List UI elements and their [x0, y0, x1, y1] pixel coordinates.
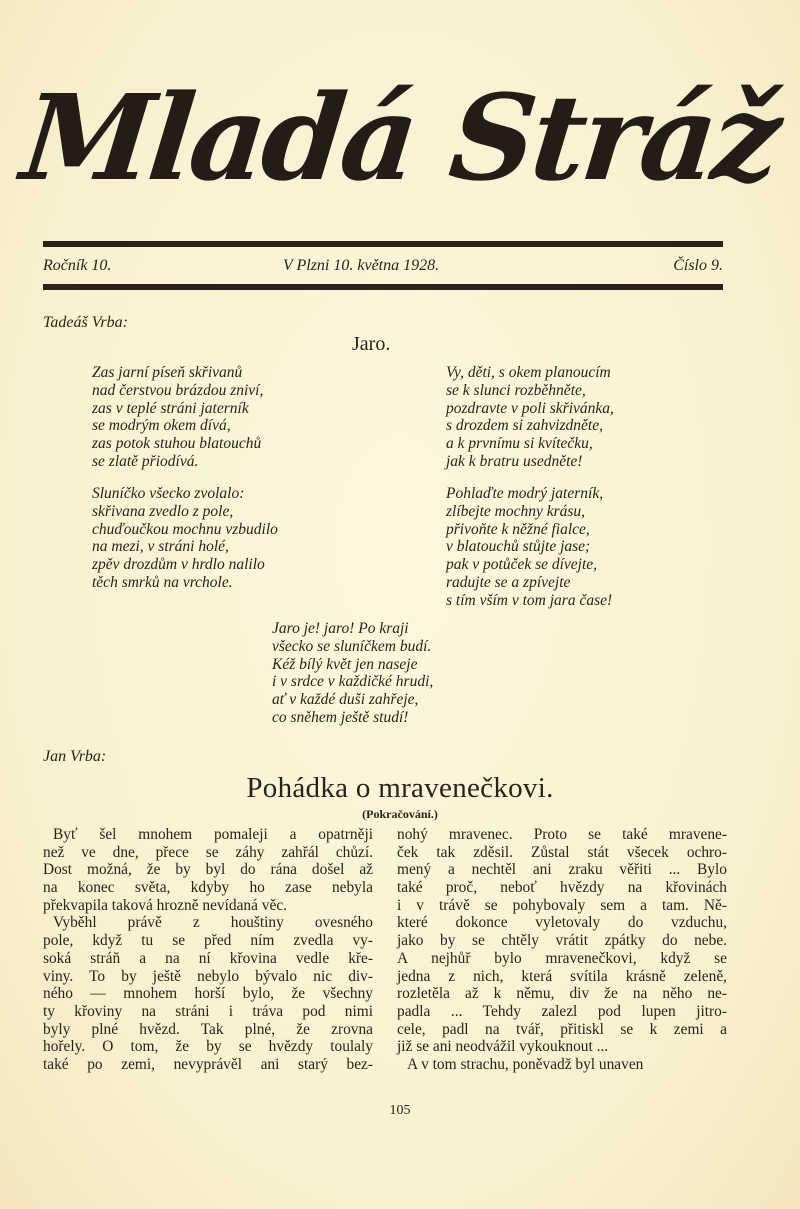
poem-line: s drozdem si zahvizdněte, [446, 417, 603, 435]
story-line: cele, padl na tvář, přitiskl se k zemi a [397, 1020, 727, 1038]
poem-line: a k prvnímu si kvítečku, [446, 435, 593, 453]
poem-line: nad čerstvou brázdou zniví, [92, 381, 264, 399]
story-line: pole, když tu se před ním zvedla vy- [43, 932, 373, 950]
poem-stanza-3 [446, 364, 614, 471]
poem-line: pozdravte v poli skřivánka, [446, 399, 614, 417]
masthead [16, 40, 785, 235]
story-line: jedna z nich, která svítila krásně zeleně, [397, 967, 727, 985]
poem-line: zas v teplé stráni jaterník [92, 399, 249, 417]
poem-line: i v srdce v každičké hrudi, [272, 673, 434, 691]
issue-number: Číslo 9. [673, 257, 723, 274]
page-number: 105 [389, 1103, 411, 1118]
poem-line: pak v potůček se dívejte, [446, 556, 598, 574]
story-line: které dokonce vyletovaly do vzduchu, [397, 914, 727, 932]
bottom-rule [43, 284, 723, 290]
poem-line: skřivana zvedlo z pole, [92, 502, 234, 520]
story-line: nohý mravenec. Proto se také mravene- [397, 826, 727, 843]
volume-label: Ročník 10. [43, 257, 112, 274]
top-rule [43, 241, 723, 247]
story-line: již se ani neodvážil vykouknout ... [397, 1038, 609, 1056]
story-line: hořely. O tom, že by se hvězdy toulaly [43, 1038, 373, 1056]
story-line: Vyběhl právě z houštiny ovesného [53, 914, 373, 932]
story-line: ty křoviny na stráni i tráva pod nimi [43, 1002, 373, 1020]
story-line: Byť šel mnohem pomaleji a opatrněji [53, 826, 373, 843]
poem-line: Jaro je! jaro! Po kraji [272, 620, 409, 637]
story-line: na konec světa, kdyby ho zase nebyla [43, 879, 373, 897]
poem-line: Vy, děti, s okem planoucím [446, 364, 611, 381]
poem-line: chuďoučkou mochnu vzbudilo [92, 520, 278, 538]
story-line: i v trávě se pohybovaly sem a tam. Ně- [397, 896, 727, 914]
story-line: Dost možná, že by byl do rána došel až [43, 861, 373, 879]
story-line: ček tak zděsil. Zůstal stát všecek ochro- [397, 843, 727, 861]
poem-line: s tím vším v tom jara čase! [446, 591, 613, 609]
poem-line: všecko se sluníčkem budí. [272, 637, 432, 655]
poem-stanza-5 [272, 620, 433, 727]
poem-line: Sluníčko všecko zvolalo: [92, 485, 245, 502]
poem-line: se zlatě přiodívá. [92, 452, 199, 470]
issue-line [43, 257, 723, 279]
story-line: A nejhůř bylo mravenečkovi, když se [397, 949, 727, 967]
poem-stanza-4 [446, 485, 612, 610]
story-column-right [397, 826, 727, 1074]
masthead-logo: Mladá Stráž [16, 67, 785, 207]
poem-author: Tadeáš Vrba: [43, 314, 128, 331]
poem-line: se k slunci rozběhněte, [446, 381, 586, 399]
poem-line: zas potok stuhou blatouchů [92, 435, 262, 453]
poem-line: přivoňte k něžné fialce, [446, 520, 590, 538]
poem-line: co sněhem ještě studí! [272, 708, 409, 726]
story-line: než ve dne, přece se záhy zahřál chůzí. [43, 843, 373, 861]
story-line: padla ... Tehdy zalezl pod lupen jitro- [397, 1002, 727, 1020]
poem-line: Kéž bílý květ jen naseje [272, 655, 418, 673]
poem-line: radujte se a zpívejte [446, 573, 571, 591]
poem-stanza-2 [92, 485, 278, 592]
poem-line: jak k bratru usedněte! [446, 452, 583, 470]
story-author: Jan Vrba: [43, 748, 107, 765]
story-line: rozletěla až k němu, div že na něho ne- [397, 985, 727, 1003]
poem-line: na mezi, v stráni holé, [92, 538, 229, 556]
story-line: mený a nechtěl ani zraku věřiti ... Bylo [397, 861, 727, 879]
poem-stanza-1 [92, 364, 263, 471]
story-column-left [43, 826, 373, 1074]
poem-line: se modrým okem dívá, [92, 417, 231, 435]
poem-line: v blatouchů stůjte jase; [446, 538, 591, 556]
poem-title: Jaro. [352, 333, 391, 355]
place-date: V Plzni 10. května 1928. [283, 257, 440, 274]
story-line: byly plné hvězd. Tak plné, že zrovna [43, 1020, 373, 1038]
story-title: Pohádka o mravenečkovi. [246, 772, 554, 804]
story-line: také po zemi, nevyprávěl ani starý bez- [43, 1055, 373, 1073]
poem-line: Pohlaďte modrý jaterník, [446, 485, 604, 502]
poem-line: Zas jarní píseň skřivanů [92, 364, 243, 381]
story-line: viny. To by ještě nebylo bývalo nic div- [43, 967, 373, 985]
poem-line: těch smrků na vrchole. [92, 573, 233, 591]
story-line: A v tom strachu, poněvadž byl unaven [407, 1055, 644, 1073]
poem-line: zlíbejte mochny krásu, [446, 502, 586, 520]
story-line: soká stráň a na ní křovina vedle kře- [43, 949, 373, 967]
poem-line: ať v každé duši zahřeje, [272, 691, 419, 709]
poem-line: zpěv drozdům v hrdlo nalilo [92, 556, 265, 574]
story-subtitle: (Pokračování.) [362, 807, 438, 821]
story-line: ného — mnohem horší bylo, že všechny [43, 985, 373, 1003]
story-line: také proč, neboť hvězdy na křovinách [397, 879, 727, 897]
story-line: překvapila taková hrozně nevídaná věc. [43, 896, 287, 914]
story-line: jako by se chtěly vrátit zpátky do nebe. [397, 932, 727, 950]
